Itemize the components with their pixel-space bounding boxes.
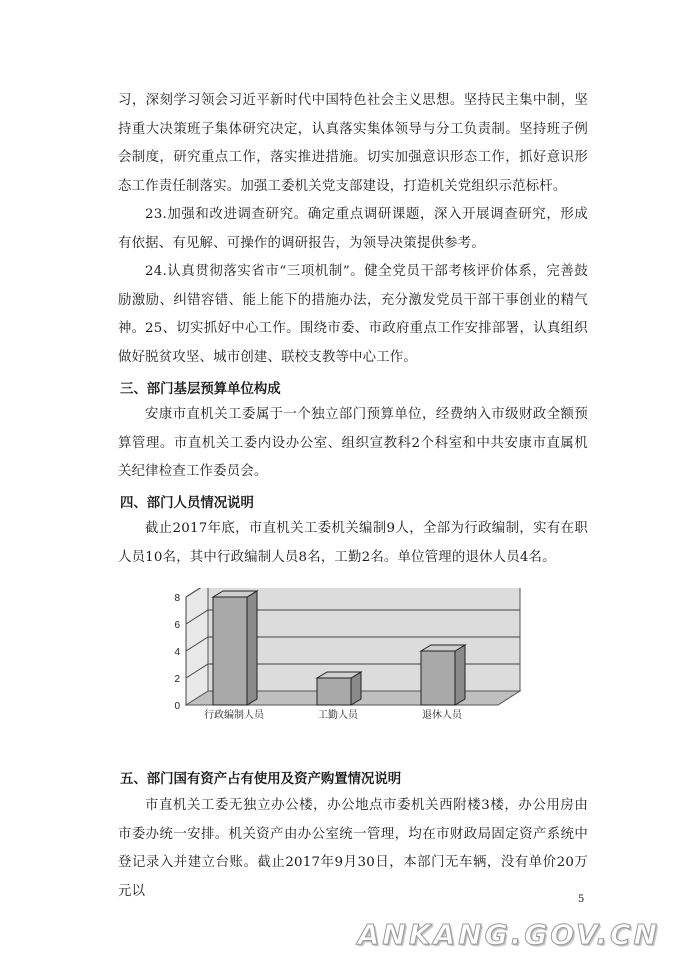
paragraph-staffing: 截止2017年底，市直机关工委机关编制9人，全部为行政编制，实有在职人员10名，其中行政编制人员8名，工勤2名。单位管理的退休人员4名。 bbox=[118, 521, 588, 565]
x-category-label: 行政编制人员 bbox=[204, 710, 264, 721]
section-heading-3: 三、部门基层预算单位构成 bbox=[120, 382, 281, 397]
bar-0 bbox=[213, 597, 247, 705]
y-tick-label: 4 bbox=[174, 647, 180, 658]
chart-side-wall bbox=[186, 588, 208, 705]
section-heading-4: 四、部门人员情况说明 bbox=[120, 496, 254, 511]
paragraph-item-24: 24.认真贯彻落实省市“三项机制”。健全党员干部考核评价体系，完善鼓励激励、纠错容错、能上能下的措施办法，充分激发党员干部干事创业的精气神。 bbox=[118, 264, 588, 336]
paragraph-item-25: 25、切实抓好中心工作。围绕市委、市政府重点工作安排部署，认真组织做好脱贫攻坚、城市创建、联校支教等中心工作。 bbox=[118, 321, 588, 365]
paragraph-party-building: 习，深刻学习领会习近平新时代中国特色社会主义思想。坚持民主集中制，坚持重大决策班子集体研究决定，认真落实集体领导与分工负责制。坚持班子例会制度，研究重点工作，落实推进措施。切实加强意识形态工作，抓好意识形态工作责任制落实。加强工委机关党支部建设，打造机关党组织示范标杆。 bbox=[118, 93, 588, 194]
y-tick-label: 0 bbox=[174, 701, 180, 712]
y-tick-label: 2 bbox=[174, 674, 180, 685]
page-number: 5 bbox=[578, 894, 585, 905]
y-tick-label: 6 bbox=[174, 620, 180, 631]
y-tick-label: 8 bbox=[174, 593, 180, 604]
bar-side-2 bbox=[455, 645, 465, 705]
site-watermark: ANKANG.GOV.CN bbox=[357, 918, 660, 951]
bar-side-0 bbox=[247, 591, 257, 705]
staffing-bar-chart bbox=[170, 588, 530, 723]
bar-1 bbox=[317, 678, 351, 705]
paragraph-budget-units: 安康市直机关工委属于一个独立部门预算单位，经费纳入市级财政全额预算管理。市直机关工委内设办公室、组织宣教科2个科室和中共安康市直属机关纪律检查工作委员会。 bbox=[118, 407, 588, 479]
x-category-label: 退休人员 bbox=[422, 710, 462, 721]
paragraph-assets: 市直机关工委无独立办公楼，办公地点市委机关西附楼3楼，办公用房由市委办统一安排。机关资产由办公室统一管理，均在市财政局固定资产系统中登记录入并建立台账。截止2017年9月30日，本部门无车辆，没有单价20万元以 bbox=[118, 798, 588, 899]
bar-2 bbox=[421, 651, 455, 705]
section-heading-5: 五、部门国有资产占有使用及资产购置情况说明 bbox=[120, 772, 402, 787]
x-category-label: 工勤人员 bbox=[318, 710, 358, 721]
paragraph-item-23: 23.加强和改进调查研究。确定重点调研课题，深入开展调查研究，形成有依据、有见解、可操作的调研报告，为领导决策提供参考。 bbox=[118, 207, 588, 251]
